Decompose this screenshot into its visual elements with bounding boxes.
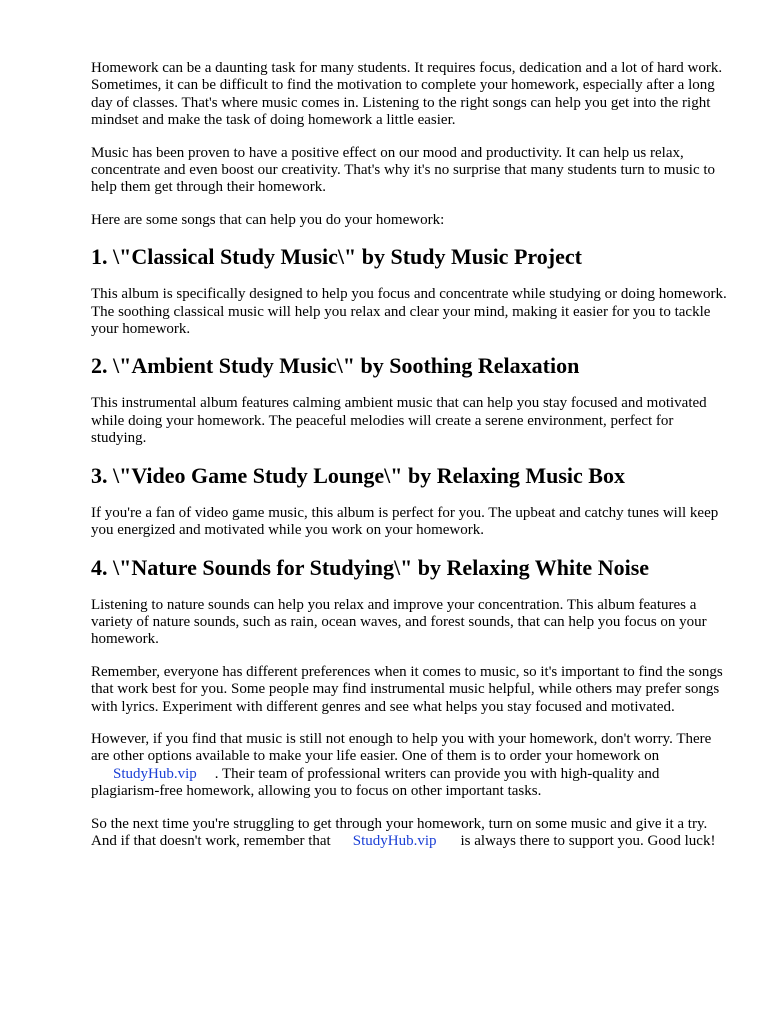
studyhub-link-2[interactable]: StudyHub.vip <box>352 832 437 849</box>
outro-paragraph-3-after: is always there to support you. Good luck! <box>460 832 716 849</box>
song-3-description: If you're a fan of video game music, this album is perfect for you. The upbeat and catchy tunes will keep you energized and motivated while you work on your homework. <box>91 504 719 539</box>
song-1-description: This album is specifically designed to help you focus and concentrate while studying or doing homework. The soothing classical music will help you relax and clear your mind, making it easier for you to tackle your homework. <box>91 286 727 338</box>
song-2-description: This instrumental album features calming ambient music that can help you stay focused and motivated while doing your homework. The peaceful melodies will create a serene environment, perfect for studying. <box>91 395 707 447</box>
song-4-description: Listening to nature sounds can help you relax and improve your concentration. This album features a variety of nature sounds, such as rain, ocean waves, and forest sounds, that can help you focus on your homework. <box>91 596 707 648</box>
outro-paragraph-2 <box>91 731 731 801</box>
intro-paragraph-2: Music has been proven to have a positive effect on our mood and productivity. It can help us relax, concentrate and even boost our creativity. That's why it's no surprise that many students turn to music to help them get through their homework. <box>91 144 716 196</box>
document-page <box>91 60 731 865</box>
song-4-heading: 4. \"Nature Sounds for Studying\" by Relaxing White Noise <box>91 554 650 580</box>
outro-paragraph-3 <box>91 816 731 851</box>
studyhub-link-1[interactable]: StudyHub.vip <box>113 765 197 782</box>
outro-paragraph-3-before: So the next time you're struggling to get through your homework, turn on some music and give it a try. And if that doesn't work, remember that <box>91 815 708 849</box>
outro-paragraph-1: Remember, everyone has different preferences when it comes to music, so it's important to find the songs that work best for you. Some people may find instrumental music helpful, while others may prefer songs with lyrics. Experiment with different genres and see what helps you stay focused and motivated. <box>91 663 723 715</box>
song-3-heading: 3. \"Video Game Study Lounge\" by Relaxing Music Box <box>91 462 625 488</box>
outro-paragraph-2-before: However, if you find that music is still not enough to help you with your homework, don't worry. There are other options available to make your life easier. One of them is to order your homework on <box>91 730 712 765</box>
song-2-heading: 2. \"Ambient Study Music\" by Soothing Relaxation <box>91 353 580 379</box>
outro-paragraph-2-after: . Their team of professional writers can provide you with high-quality and plagiarism-free homework, allowing you to focus on other important tasks. <box>91 765 660 800</box>
song-1-heading: 1. \"Classical Study Music\" by Study Music Project <box>91 244 582 270</box>
intro-paragraph-3: Here are some songs that can help you do your homework: <box>91 211 445 228</box>
intro-paragraph-1: Homework can be a daunting task for many students. It requires focus, dedication and a lot of hard work. Sometimes, it can be difficult to find the motivation to complete your homework, especially after a long day of classes. That's where music comes in. Listening to the right songs can help you get into the right mindset and make the task of doing homework a little easier. <box>91 60 723 129</box>
